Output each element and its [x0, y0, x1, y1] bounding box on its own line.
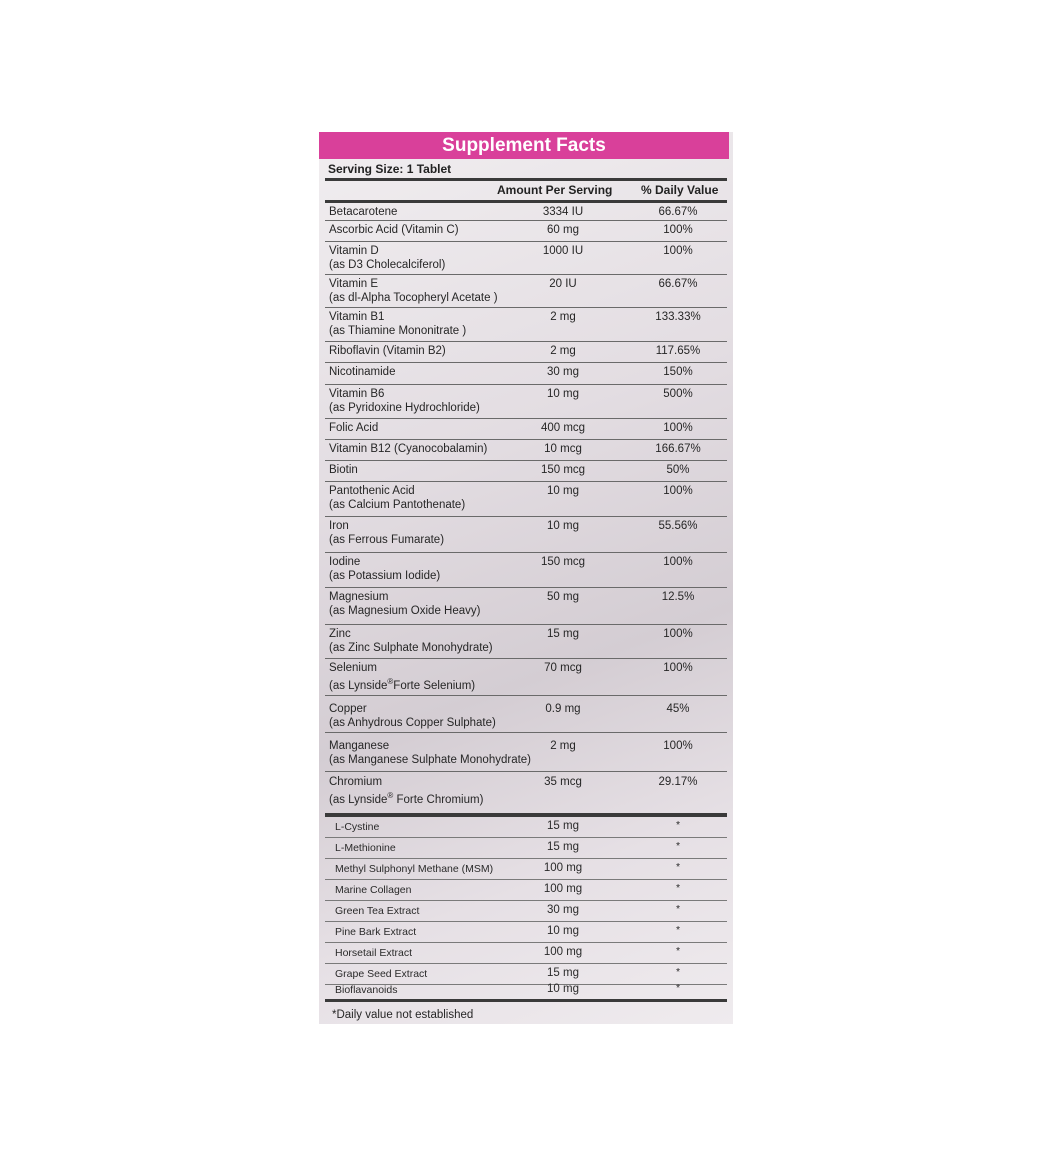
- nutrient-row: [325, 242, 727, 275]
- nutrient-amount: 400 mcg: [540, 422, 586, 434]
- nutrient-name: Ascorbic Acid (Vitamin C): [329, 224, 459, 236]
- other-ingredient-row: [325, 880, 727, 901]
- nutrient-name: Vitamin B1: [329, 311, 385, 323]
- nutrient-row: [325, 440, 727, 461]
- nutrient-daily-value: 100%: [663, 224, 693, 236]
- ingredient-daily-value: *: [675, 924, 681, 936]
- nutrient-amount: 150 mcg: [540, 556, 586, 568]
- nutrient-amount: 35 mcg: [544, 776, 582, 788]
- nutrient-amount: 10 mg: [547, 520, 579, 532]
- nutrient-daily-value: 133.33%: [655, 311, 701, 323]
- ingredient-name: Pine Bark Extract: [335, 926, 417, 938]
- nutrient-daily-value: 100%: [663, 662, 693, 674]
- nutrient-amount: 50 mg: [547, 591, 579, 603]
- nutrient-row: [325, 588, 727, 625]
- nutrient-amount: 2 mg: [550, 311, 576, 323]
- ingredient-name: L-Cystine: [335, 821, 380, 833]
- nutrient-name: Manganese: [329, 740, 390, 752]
- nutrient-source: (as Magnesium Oxide Heavy): [329, 605, 481, 617]
- nutrient-daily-value: 66.67%: [658, 206, 698, 218]
- nutrient-amount: 2 mg: [550, 345, 576, 357]
- nutrient-source: (as Potassium Iodide): [329, 570, 441, 582]
- other-ingredient-row: [325, 901, 727, 922]
- nutrient-name: Vitamin B12 (Cyanocobalamin): [329, 443, 488, 455]
- nutrient-source: (as Calcium Pantothenate): [329, 499, 466, 511]
- nutrient-source: (as Lynside: [329, 679, 388, 692]
- nutrient-name: Iron: [329, 520, 349, 532]
- nutrient-amount: 30 mg: [547, 366, 579, 378]
- nutrient-name: Zinc: [329, 628, 351, 640]
- nutrient-daily-value: 166.67%: [655, 443, 701, 455]
- nutrient-row: [325, 517, 727, 553]
- nutrient-amount: 70 mcg: [544, 662, 582, 674]
- nutrient-amount: 15 mg: [547, 628, 579, 640]
- ingredient-daily-value: *: [675, 882, 681, 894]
- nutrient-name: Folic Acid: [329, 422, 379, 434]
- nutrient-source: Forte Chromium): [393, 793, 484, 806]
- label-title: Supplement Facts: [319, 132, 729, 159]
- ingredient-amount: 15 mg: [547, 967, 579, 979]
- nutrient-amount: 20 IU: [549, 278, 577, 290]
- serving-size: Serving Size: 1 Tablet: [328, 162, 452, 176]
- nutrient-source: (as Pyridoxine Hydrochloride): [329, 402, 480, 414]
- ingredient-daily-value: *: [675, 819, 681, 831]
- nutrient-name: Biotin: [329, 464, 358, 476]
- nutrient-amount: 150 mcg: [540, 464, 586, 476]
- ingredient-daily-value: *: [675, 903, 681, 915]
- divider-rule: [325, 999, 727, 1002]
- header-daily-value: % Daily Value: [641, 183, 719, 197]
- nutrient-daily-value: 100%: [663, 422, 693, 434]
- nutrient-daily-value: 29.17%: [658, 776, 698, 788]
- nutrient-daily-value: 100%: [663, 485, 693, 497]
- nutrient-row: [325, 342, 727, 363]
- nutrient-name: Nicotinamide: [329, 366, 396, 378]
- nutrient-source: (as Zinc Sulphate Monohydrate): [329, 642, 493, 654]
- ingredient-name: Methyl Sulphonyl Methane (MSM): [335, 863, 494, 875]
- nutrient-row: [325, 482, 727, 517]
- nutrient-row: [325, 385, 727, 419]
- supplement-facts-label: [319, 132, 733, 1024]
- ingredient-amount: 100 mg: [543, 883, 583, 895]
- ingredient-amount: 15 mg: [547, 820, 579, 832]
- nutrient-row: [325, 625, 727, 659]
- nutrient-source: (as Manganese Sulphate Monohydrate): [329, 754, 532, 766]
- other-ingredient-row: [325, 817, 727, 838]
- nutrient-name: Vitamin D: [329, 245, 379, 257]
- nutrient-daily-value: 55.56%: [658, 520, 698, 532]
- nutrient-name: Pantothenic Acid: [329, 485, 415, 497]
- ingredient-daily-value: *: [675, 966, 681, 978]
- nutrient-row: [325, 308, 727, 342]
- ingredient-amount: 100 mg: [543, 862, 583, 874]
- nutrient-name: Betacarotene: [329, 206, 398, 218]
- nutrient-source: (as D3 Cholecalciferol): [329, 259, 446, 271]
- header-amount-per-serving: Amount Per Serving: [497, 183, 613, 197]
- ingredient-amount: 15 mg: [547, 841, 579, 853]
- nutrient-daily-value: 100%: [663, 740, 693, 752]
- other-ingredient-row: [325, 838, 727, 859]
- nutrient-amount: 1000 IU: [542, 245, 584, 257]
- nutrient-row: [325, 659, 727, 696]
- footnote: *Daily value not established: [332, 1009, 474, 1021]
- nutrient-name: Magnesium: [329, 591, 389, 603]
- nutrient-row: [325, 461, 727, 482]
- nutrient-daily-value: 117.65%: [655, 345, 701, 357]
- nutrient-amount: 3334 IU: [542, 206, 584, 218]
- nutrient-source: (as dl-Alpha Tocopheryl Acetate ): [329, 292, 498, 304]
- nutrient-row: [325, 772, 727, 812]
- registered-mark: ®: [387, 791, 394, 800]
- ingredient-name: Bioflavanoids: [335, 984, 398, 996]
- nutrient-source: (as Lynside: [329, 793, 388, 806]
- nutrient-row: [325, 553, 727, 588]
- divider-rule: [325, 178, 727, 181]
- nutrient-name: Selenium: [329, 662, 377, 674]
- nutrient-amount: 10 mcg: [544, 443, 582, 455]
- other-ingredient-row: [325, 859, 727, 880]
- nutrient-amount: 10 mg: [547, 388, 579, 400]
- registered-mark: ®: [387, 677, 394, 686]
- ingredient-daily-value: *: [675, 945, 681, 957]
- nutrient-daily-value: 100%: [663, 628, 693, 640]
- nutrient-daily-value: 150%: [663, 366, 693, 378]
- ingredient-name: L-Methionine: [335, 842, 396, 854]
- nutrient-amount: 10 mg: [547, 485, 579, 497]
- nutrient-daily-value: 12.5%: [661, 591, 695, 603]
- nutrient-row: [325, 275, 727, 308]
- nutrient-daily-value: 100%: [663, 245, 693, 257]
- nutrient-amount: 2 mg: [550, 740, 576, 752]
- ingredient-amount: 10 mg: [547, 925, 579, 937]
- ingredient-name: Grape Seed Extract: [335, 968, 428, 980]
- nutrient-row: [325, 419, 727, 440]
- nutrient-row: [325, 203, 727, 221]
- nutrient-daily-value: 66.67%: [658, 278, 698, 290]
- nutrient-row: [325, 733, 727, 772]
- ingredient-name: Horsetail Extract: [335, 947, 413, 959]
- nutrient-daily-value: 45%: [666, 703, 690, 715]
- ingredient-daily-value: *: [675, 982, 681, 994]
- ingredient-daily-value: *: [675, 861, 681, 873]
- nutrient-source: (as Thiamine Mononitrate ): [329, 325, 467, 337]
- nutrient-source: (as Ferrous Fumarate): [329, 534, 445, 546]
- nutrient-daily-value: 100%: [663, 556, 693, 568]
- nutrient-amount: 60 mg: [547, 224, 579, 236]
- ingredient-amount: 10 mg: [547, 983, 579, 995]
- ingredient-amount: 100 mg: [543, 946, 583, 958]
- nutrient-name: Vitamin E: [329, 278, 379, 290]
- nutrient-name: Vitamin B6: [329, 388, 385, 400]
- other-ingredient-row: [325, 922, 727, 943]
- nutrient-amount: 0.9 mg: [545, 703, 581, 715]
- ingredient-name: Marine Collagen: [335, 884, 412, 896]
- nutrient-daily-value: 50%: [666, 464, 690, 476]
- nutrient-row: [325, 363, 727, 385]
- nutrient-source: (as Anhydrous Copper Sulphate): [329, 717, 496, 729]
- nutrient-row: [325, 221, 727, 242]
- nutrient-source: Forte Selenium): [393, 679, 476, 692]
- ingredient-amount: 30 mg: [547, 904, 579, 916]
- nutrient-name: Chromium: [329, 776, 383, 788]
- ingredient-name: Green Tea Extract: [335, 905, 420, 917]
- nutrient-row: [325, 696, 727, 733]
- nutrient-daily-value: 500%: [663, 388, 693, 400]
- ingredient-daily-value: *: [675, 840, 681, 852]
- other-ingredient-row: [325, 943, 727, 964]
- nutrient-name: Copper: [329, 703, 367, 715]
- other-ingredient-row: [325, 982, 727, 998]
- nutrient-name: Iodine: [329, 556, 361, 568]
- nutrient-name: Riboflavin (Vitamin B2): [329, 345, 446, 357]
